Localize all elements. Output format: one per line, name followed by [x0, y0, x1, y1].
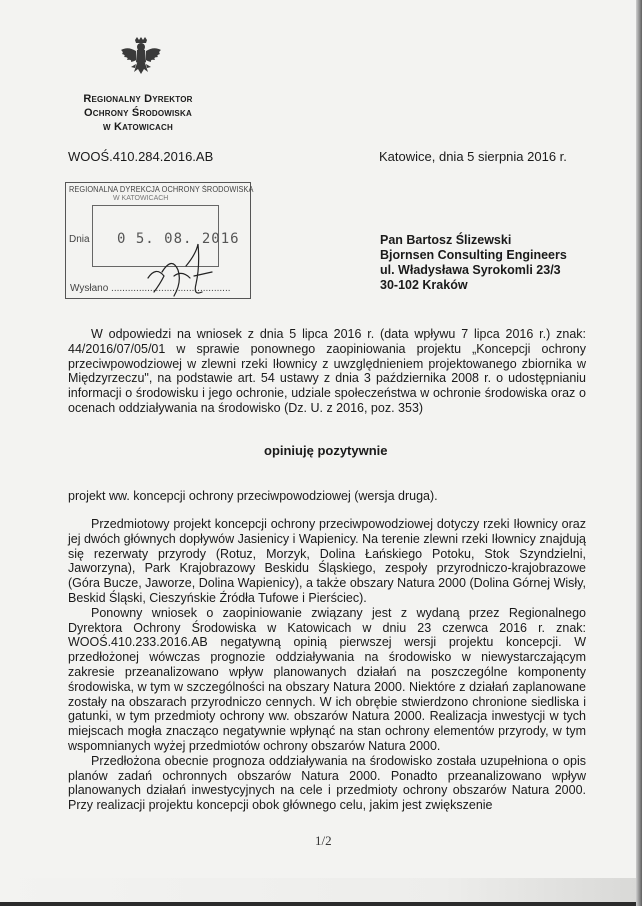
recipient-name: Pan Bartosz Ślizewski — [380, 233, 512, 247]
intro-paragraph: W odpowiedzi na wniosek z dnia 5 lipca 2016 r. (data wpływu 7 lipca 2016 r.) znak: 44/2016/07/05/01 w sprawie ponownego zaopiniowania projektu „Koncepcji ochrony przeciwpowodziowej w zlewni rzeki Iłownicy z uwzględnieniem projektowanego zbiornika w Międzyrzeczu", na podstawie art. 54 ustawy z dnia 3 października 2008 r. o udostępnianiu informacji o środowisku i jego ochronie, udziale społeczeństwa w ochronie środowiska oraz o ocenach oddziaływania na środowisko (Dz. U. z 2016, poz. 353) — [68, 327, 586, 415]
main-text-block — [68, 517, 586, 813]
recipient-street: ul. Władysława Syrokomli 23/3 — [380, 263, 561, 277]
decision-heading: opiniuję pozytywnie — [264, 443, 388, 458]
issuer-line-3: w Katowicach — [103, 121, 173, 133]
page-number: 1/2 — [315, 833, 332, 848]
scan-edge-shadow — [636, 0, 642, 906]
project-line-block — [68, 489, 586, 504]
stamp-subtitle: W KATOWICACH — [113, 195, 169, 202]
recipient-address — [380, 233, 567, 293]
paragraph-2: Ponowny wniosek o zaopiniowanie związany jest z wydaną przez Regionalnego Dyrektora Ochrony Środowiska w Katowicach w dniu 23 czerwca 2016 r. znak: WOOŚ.410.233.2016.AB negatywną opinią pierwszej wersji projektu koncepcji. W przedłożonej wówczas prognozie oddziaływania na środowisko w niewystarczającym zakresie przeanalizowano wpływ planowanych działań na poszczególne komponenty środowiska, w tym w szczególności na obszary Natura 2000. Niektóre z działań zaplanowane zostały na obszarach przyrodniczo cennych. W ich obrębie stwierdzono chronione siedliska i gatunki, w tym przedmioty ochrony ww. obszarów Natura 2000. Realizacja inwestycji w tych miejscach mogła znacząco negatywnie wpłynąć na stan ochrony elementów przyrody, w tym wspomnianych wyżej przedmiotów ochrony obszarów Natura 2000. — [68, 605, 586, 753]
reference-number: WOOŚ.410.284.2016.AB — [68, 149, 214, 164]
paragraph-1: Przedmiotowy projekt koncepcji ochrony przeciwpowodziowej dotyczy rzeki Iłownicy oraz jej dwóch głównych dopływów Jasienicy i Wapienicy. Na terenie zlewni rzeki Iłownicy znajdują się rezerwaty przyrody (Rotuz, Morzyk, Dolina Łańskiego Potoku, Stok Szyndzielni, Jaworzyna), Park Krajobrazowy Beskidu Śląskiego, zespoły przyrodniczo-krajobrazowe (Góra Bucze, Jaworze, Dolina Wapienicy), a także obszary Natura 2000 (Dolina Górnej Wisły, Beskid Śląski, Cieszyńskie Źródła Tufowe i Pierściec). — [68, 517, 586, 605]
recipient-city: 30-102 Kraków — [380, 278, 468, 292]
stamp-sent-label: Wysłano ........................................... — [70, 283, 231, 294]
handwritten-signature-icon — [138, 236, 218, 306]
paragraph-3: Przedłożona obecnie prognoza oddziaływania na środowisko została uzupełniona o opis planów zadań ochronnych obszarów Natura 2000. Ponadto przeanalizowano wpływ planowanych działań inwestycyjnych na cele i przedmioty ochrony obszarów Natura 2000. Przy realizacji projektu koncepcji obok głównego celu, jakim jest zwiększenie — [68, 753, 586, 813]
project-line: projekt ww. koncepcji ochrony przeciwpowodziowej (wersja druga). — [68, 489, 438, 503]
issuer-line-1: Regionalny Dyrektor — [83, 93, 193, 105]
stamp-date-label: Dnia — [69, 234, 90, 245]
intro-paragraph-block — [68, 327, 586, 416]
stamp-title: REGIONALNA DYREKCJA OCHRONY ŚRODOWISKA — [69, 185, 254, 194]
stamp-date: 0 5. 08. 2016 — [117, 231, 240, 247]
recipient-company: Bjornsen Consulting Engineers — [380, 248, 567, 262]
polish-eagle-emblem-icon — [118, 36, 164, 82]
issuer-name — [68, 92, 208, 134]
place-and-date: Katowice, dnia 5 sierpnia 2016 r. — [379, 149, 567, 164]
scan-bottom-edge — [0, 878, 636, 902]
issuer-line-2: Ochrony Środowiska — [84, 107, 192, 119]
